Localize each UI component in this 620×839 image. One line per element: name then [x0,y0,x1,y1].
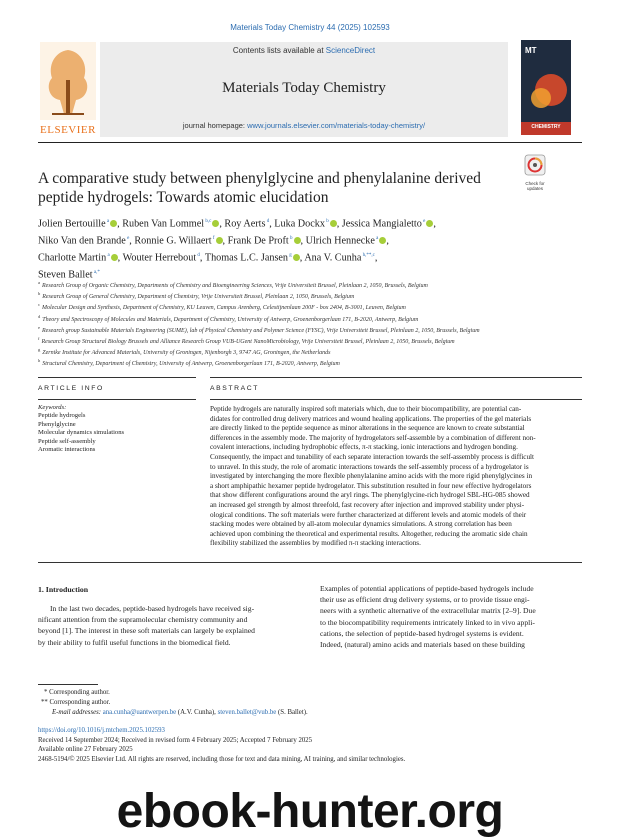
intro-line: Examples of potential applications of peptide-based hydrogels include [320,584,534,593]
affiliation-item [38,324,508,335]
author-name[interactable]: Frank De Proft [227,235,289,247]
keyword[interactable]: Molecular dynamics simulations [38,429,125,437]
check-updates-label1: Check for [525,181,545,186]
orcid-icon[interactable] [330,220,337,227]
sciencedirect-link[interactable]: ScienceDirect [325,46,376,55]
keyword[interactable]: Peptide self-assembly [38,437,96,445]
corresponding-author-1: * Corresponding author. [44,689,110,696]
author-separator: , [117,218,123,230]
contents-availability [100,46,508,55]
author-separator: , [199,252,205,264]
affiliation-item [38,279,508,290]
abstract-bottom-rule [38,562,582,563]
abstract-line: flexibility stabilized the assemblies by modified π-π stacking interactions. [210,539,421,548]
footnote-rule [38,684,98,685]
affiliation-sup: c [38,302,40,308]
author-name[interactable]: Ruben Van Lommel [122,218,205,230]
author-affiliation-sup[interactable]: a [374,235,379,241]
author-list [38,215,558,283]
abstract-line: an increased gel strength by almost threefold, fast recovery after injection and improved stability under physi- [210,500,525,509]
affiliation-sup: e [38,324,40,330]
affiliation-text: Molecular Design and Synthesis, Department of Chemistry, KU Leuven, Campus Arenberg, Celestijnenlaan 200F - box 2404, B-3001, Leuven, Belgium [42,305,406,312]
author-affiliation-sup[interactable]: e [421,219,426,224]
footnotes [38,688,582,717]
check-for-updates-button[interactable] [521,154,549,192]
header-rule [38,142,582,143]
orcid-icon[interactable] [216,237,223,244]
publication-info [38,726,582,764]
orcid-icon[interactable] [111,254,118,261]
cover-art-icon [521,40,571,135]
email-cunha-owner: (A.V. Cunha), [176,708,218,716]
affiliation-sup: f [38,336,40,342]
author-separator: , [219,218,225,230]
author-name[interactable]: Luka Dockx [274,218,325,230]
email-ballet-owner: (S. Ballet). [276,708,308,716]
author-separator: , [222,235,228,247]
abstract-rule-2 [210,399,582,400]
email-label: E-mail addresses: [52,708,103,716]
author-separator: , [433,218,436,230]
article-info-rule-2 [38,399,196,400]
author-affiliation-sup[interactable]: d [265,219,270,224]
email-addresses [38,708,582,718]
author-name[interactable]: Niko Van den Brande [38,235,126,247]
copyright-notice: 2468-5194/© 2025 Elsevier Ltd. All rights are reserved, including those for text and data mining, AI training, and similar technologies. [38,755,406,763]
abstract-line: that show different configurations around the aryl rings. The phenylglycine-rich hydrogel SBL-HG-085 showed [210,491,530,500]
cover-title: MT [525,46,537,55]
abstract-line: investigated by interchanging the more flexible phenylalanine amino acids with the more rigid phenylglycines in [210,472,533,481]
author-separator: , [336,218,342,230]
available-online: Available online 27 February 2025 [38,746,133,754]
author-affiliation-sup[interactable]: h,**,c [361,252,375,258]
journal-citation[interactable]: Materials Today Chemistry 44 (2025) 102593 [230,23,390,32]
intro-heading: 1. Introduction [38,585,89,594]
author-name[interactable]: Wouter Herrebout [122,252,197,264]
article-info-rule [38,377,196,378]
abstract-line: Peptide hydrogels are naturally inspired soft materials which, due to their biocompatibility, are potential can- [210,405,522,413]
title-line-2: peptide hydrogels: Towards atomic elucidation [38,188,329,206]
abstract-rule [210,377,582,378]
affiliation-text: Research Group Structural Biology Brussels and Alliance Research Group VUB-UGent NanoMicrobiology, Vrije Universiteit Brussel, Pleinlaan 2, 1050, Brussels, Belgium [41,339,455,346]
abstract-line: to unravel. In this study, the role of aromatic interactions towards the self-assembly process of a hydrogelator is [210,462,529,471]
abstract-line: a short amphipathic hexamer peptide hydrogelator. This substitution resulted in four new effective hydrogelators [210,481,532,490]
cover-subtitle: CHEMISTRY [531,124,561,130]
keyword[interactable]: Peptide hydrogels [38,412,86,420]
abstract-line: ological conditions. The soft materials were further characterized at different levels and atomic models of their [210,510,527,519]
intro-line: by their ability to fulfil useful functions in the biomedical field. [38,637,231,647]
journal-title: Materials Today Chemistry [222,80,386,96]
intro-line: Indeed, (natural) amino acids and materials based on these building [320,640,525,650]
abstract-heading: ABSTRACT [210,385,260,392]
author-affiliation-sup[interactable]: a [105,219,110,224]
intro-line: their use as efficient drug delivery systems, or to provide tissue engi- [320,595,530,605]
intro-line: cations, the selection of peptide-based hydrogel systems is evident. [320,628,524,638]
publisher-name: ELSEVIER [40,124,96,136]
affiliation-sup: d [38,313,41,319]
author-separator: , [374,252,378,264]
received-dates: Received 14 September 2024; Received in revised form 4 February 2025; Accepted 7 February 2025 [38,736,313,744]
author-separator: , [299,252,305,264]
check-updates-label2: updates [526,186,543,191]
abstract-body [210,405,582,549]
article-title [38,170,508,207]
intro-right-column [320,583,582,650]
abstract-line: covalent interactions, including hydrophobic effects, π-π stacking, ionic interactions and hydrogen bonding. [210,443,518,452]
corresponding-author-2: ** Corresponding author. [41,698,111,706]
journal-banner [100,42,508,137]
elsevier-tree-icon [38,40,98,122]
affiliation-text: Research group Sustainable Materials Engineering (SUME), lab of Physical Chemistry and Polymer Science (FYSC), Vrije Universiteit Brussel, Pleinlaan 2, 1050, Brussels, Belgium [42,327,480,334]
author-separator: , [300,235,306,247]
affiliation-item [38,313,508,324]
author-separator: , [129,235,135,247]
title-line-1: A comparative study between phenylglycine and phenylalanine derived [38,170,481,187]
affiliation-item [38,301,508,312]
author-name[interactable]: Ronnie G. Willaert [134,235,212,247]
abstract-line: Consequently, the impact and tunability of each separate interaction towards the self-assembly process is difficult [210,452,535,461]
abstract-line: didates for controlled drug delivery matrices and wound healing applications. The properties of the gel materials [210,414,532,423]
email-cunha-link[interactable]: ana.cunha@uantwerpen.be [102,708,177,716]
author-name[interactable]: Charlotte Martin [38,252,107,264]
intro-left-column [38,603,300,648]
keywords-box [38,404,196,454]
orcid-icon[interactable] [293,254,300,261]
affiliation-sup: b [38,291,41,297]
elsevier-logo [38,40,98,138]
author-name[interactable]: Jessica Mangialetto [341,218,422,230]
affiliation-text: Structural Chemistry, Department of Chemistry, University of Antwerp, Groenenborgerlaan 171, B-2020, Antwerp, Belgium [42,361,340,368]
affiliation-item [38,357,508,368]
author-affiliation-sup[interactable]: b [324,219,329,224]
keyword[interactable]: Aromatic interactions [38,446,96,454]
intro-line: nificant attention from the supramolecular chemistry community and [38,615,248,625]
affiliation-item [38,290,508,301]
intro-line: neers with a synthetic alternative of the extracellular matrix [2–9]. Due [320,606,536,616]
author-line [38,215,558,232]
keywords-list [38,412,196,454]
affiliation-item [38,335,508,346]
author-affiliation-sup[interactable]: d [196,252,200,258]
author-affiliation-sup[interactable]: f [211,235,215,241]
author-affiliation-sup[interactable]: b,c [204,219,212,224]
orcid-icon[interactable] [294,237,301,244]
contents-prefix: Contents lists available at [232,46,326,55]
author-name[interactable]: Ana V. Cunha [304,252,362,264]
author-affiliation-sup[interactable]: a [106,252,110,258]
article-info-heading: ARTICLE INFO [38,385,104,392]
abstract-line: are directly linked to the peptide sequence as minor alterations in the sequence are known to create substantial [210,424,525,433]
author-affiliation-sup[interactable]: a,* [92,269,100,275]
author-separator: , [269,218,275,230]
keyword[interactable]: Phenylglycine [38,420,76,428]
journal-cover[interactable] [521,40,571,135]
affiliation-item [38,346,508,357]
abstract-line: stacking modes were obtained by all-atom molecular dynamics simulations. A strong correlation has been [210,520,512,529]
author-separator: , [117,252,123,264]
author-line [38,232,558,249]
affiliation-sup: h [38,358,41,364]
author-name[interactable]: Ulrich Hennecke [305,235,375,247]
check-updates-icon [524,154,546,176]
keywords-label: Keywords: [38,404,67,411]
author-separator: , [386,235,389,247]
intro-line: to the biocompatibility requirements intricately linked to in vivo appli- [320,617,535,627]
author-name[interactable]: Roy Aerts [224,218,266,230]
author-line [38,249,558,266]
email-ballet-link[interactable]: steven.ballet@vub.be [217,708,277,716]
intro-line: In the last two decades, peptide-based hydrogels have received sig- [50,604,255,613]
doi-link[interactable]: https://doi.org/10.1016/j.mtchem.2025.102593 [38,727,165,734]
author-affiliation-sup[interactable]: g [288,252,292,258]
abstract-line: achieved upon combining the theoretical and experimental results. Altogether, reducing the aromatic side chain [210,529,528,538]
author-affiliation-sup[interactable]: b [288,235,293,241]
author-name[interactable]: Thomas L.C. Jansen [204,252,289,264]
affiliation-sup: a [38,280,40,285]
author-name[interactable]: Steven Ballet [38,269,93,281]
author-affiliation-sup[interactable]: e [125,235,130,241]
affiliation-sup: g [38,347,41,353]
affiliation-text: Research Group of General Chemistry, Department of Chemistry, Vrije Universiteit Brussel, Pleinlaan 2, 1050, Brussels, Belgium [42,294,355,301]
homepage-prefix: journal homepage: [182,121,248,130]
affiliation-text: Zernike Institute for Advanced Materials, University of Groningen, Nijenborgh 3, 9747 AG, Groningen, the Netherlands [42,350,331,357]
author-name[interactable]: Jolien Bertouille [38,218,106,230]
journal-homepage [100,121,508,130]
abstract-line: differences in the assembly mode. The majority of hydrogelators self-assemble by a combination of different non- [210,433,536,442]
affiliation-text: Theory and Spectroscopy of Molecules and Materials, Department of Chemistry, University of Antwerp, Groenenborgerlaan 171, B-2020, Antwerp, Belgium [42,316,419,323]
homepage-link[interactable]: www.journals.elsevier.com/materials-today-chemistry/ [247,121,426,130]
watermark: ebook-hunter.org [116,785,504,838]
affiliation-text: Research Group of Organic Chemistry, Departments of Chemistry and Bioengineering Sciences, Vrije Universiteit Brussel, Pleinlaan 2, 1050, Brussels, Belgium [42,283,428,289]
affiliation-list [38,279,508,369]
intro-line: beyond [1]. The interest in these soft materials can largely be explained [38,626,255,636]
